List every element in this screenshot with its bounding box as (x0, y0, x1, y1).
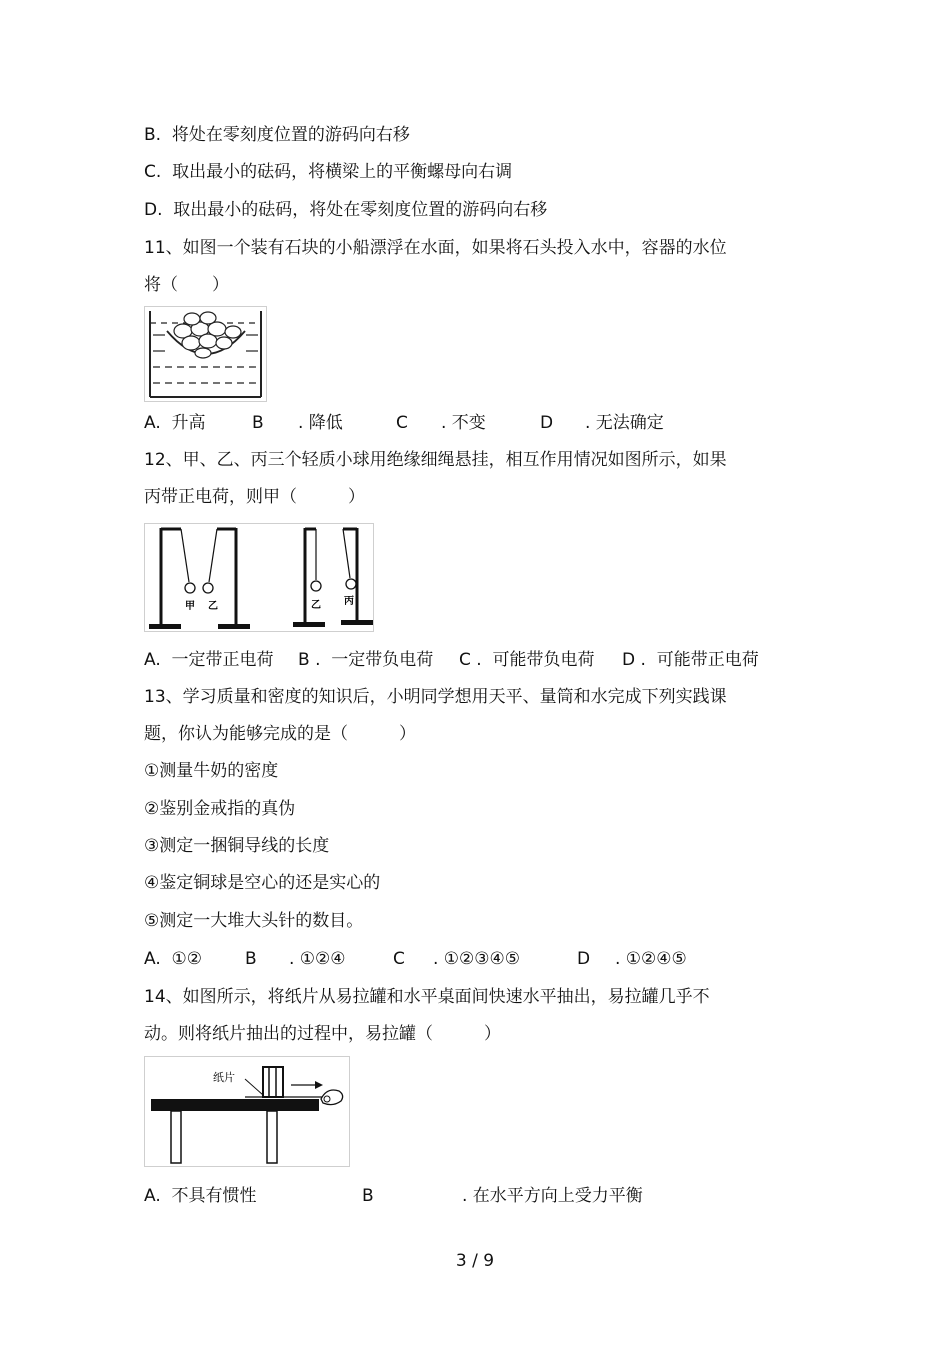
q11-option-b-letter: B (252, 413, 264, 433)
q11-option-d: . 无法确定 (585, 413, 664, 433)
q11-stem-cont: 将（ ） (144, 275, 229, 295)
q14-stem-cont: 动。则将纸片抽出的过程中，易拉罐（ ） (144, 1024, 501, 1044)
paper-pull-figure (144, 1056, 350, 1167)
q13-item-1: ①测量牛奶的密度 (144, 761, 279, 781)
q12-option-c: C . 可能带负电荷 (459, 650, 595, 670)
q13-option-d: . ①②④⑤ (615, 949, 687, 969)
q13-option-c: . ①②③④⑤ (433, 949, 521, 969)
q13-stem-cont: 题，你认为能够完成的是（ ） (144, 724, 416, 744)
label-bing: 丙 (344, 596, 354, 607)
label-yi-left: 乙 (208, 601, 218, 612)
q12-stem: 12、甲、乙、丙三个轻质小球用绝缘细绳悬挂，相互作用情况如图所示，如果 (144, 450, 727, 470)
q12-option-b: B . 一定带负电荷 (298, 650, 434, 670)
q13-option-d-letter: D (577, 949, 591, 969)
q10-option-d: D. 取出最小的砝码，将处在零刻度位置的游码向右移 (144, 200, 548, 220)
q13-stem: 13、学习质量和密度的知识后，小明同学想用天平、量筒和水完成下列实践课 (144, 687, 727, 707)
q14-option-a: A. 不具有惯性 (144, 1186, 257, 1206)
q13-item-3: ③测定一捆铜导线的长度 (144, 836, 330, 856)
q13-item-5: ⑤测定一大堆大头针的数目。 (144, 911, 364, 931)
q13-item-2: ②鉴别金戒指的真伪 (144, 799, 296, 819)
q11-option-c-letter: C (396, 413, 408, 433)
q11-stem: 11、如图一个装有石块的小船漂浮在水面，如果将石头投入水中，容器的水位 (144, 238, 727, 258)
q12-option-a: A. 一定带正电荷 (144, 650, 274, 670)
q13-option-b-letter: B (245, 949, 257, 969)
q14-option-b: . 在水平方向上受力平衡 (462, 1186, 643, 1206)
page-number: 3 / 9 (455, 1251, 495, 1271)
q13-option-c-letter: C (393, 949, 405, 969)
paper-label: 纸片 (213, 1071, 235, 1084)
q10-option-c: C. 取出最小的砝码，将横梁上的平衡螺母向右调 (144, 162, 513, 182)
q12-stem-cont: 丙带正电荷，则甲（ ） (144, 487, 365, 507)
q11-option-a: A. 升高 (144, 413, 206, 433)
label-jia: 甲 (185, 601, 195, 612)
q14-option-b-letter: B (362, 1186, 374, 1206)
q12-option-d: D . 可能带正电荷 (622, 650, 759, 670)
q11-option-c: . 不变 (441, 413, 486, 433)
q13-option-b: . ①②④ (289, 949, 346, 969)
q11-option-d-letter: D (540, 413, 554, 433)
label-yi-right: 乙 (311, 600, 321, 611)
q13-option-a: A. ①② (144, 949, 203, 969)
charged-balls-figure (144, 523, 374, 632)
q11-option-b: . 降低 (298, 413, 343, 433)
q13-item-4: ④鉴定铜球是空心的还是实心的 (144, 873, 381, 893)
boat-figure (144, 306, 267, 402)
q10-option-b: B. 将处在零刻度位置的游码向右移 (144, 125, 410, 145)
q14-stem: 14、如图所示，将纸片从易拉罐和水平桌面间快速水平抽出，易拉罐几乎不 (144, 987, 710, 1007)
